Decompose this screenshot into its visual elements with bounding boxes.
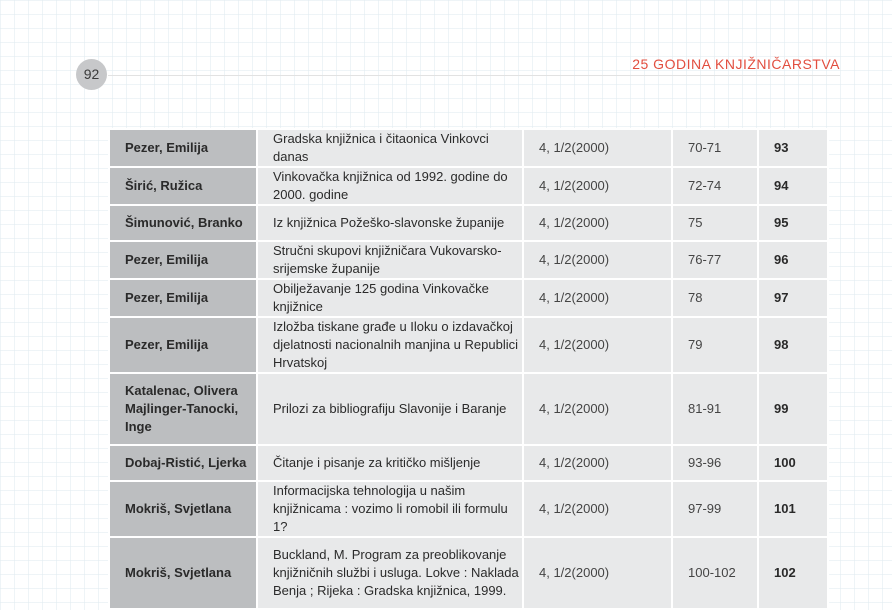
table-row (109, 537, 828, 609)
volume-cell: 4, 1/2(2000) (523, 279, 672, 317)
author-cell: Mokriš, Svjetlana (109, 537, 257, 609)
author-cell: Katalenac, Olivera Majlinger-Tanocki, Inge (109, 373, 257, 445)
table-row (109, 167, 828, 205)
table-row (109, 241, 828, 279)
title-cell: Buckland, M. Program za preoblikovanje knjižničnih službi i usluga. Lokve : Naklada Benja ; Rijeka : Gradska knjižnica, 1999. (257, 537, 523, 609)
entry-number-cell: 100 (758, 445, 828, 481)
table-row (109, 279, 828, 317)
header-divider (108, 75, 840, 76)
title-cell: Gradska knjižnica i čitaonica Vinkovci danas (257, 129, 523, 167)
pages-cell: 76-77 (672, 241, 758, 279)
volume-cell: 4, 1/2(2000) (523, 373, 672, 445)
running-title: 25 GODINA KNJIŽNIČARSTVA (632, 56, 840, 72)
author-cell: Mokriš, Svjetlana (109, 481, 257, 537)
table-row (109, 129, 828, 167)
entry-number-cell: 101 (758, 481, 828, 537)
volume-cell: 4, 1/2(2000) (523, 167, 672, 205)
author-cell: Pezer, Emilija (109, 241, 257, 279)
volume-cell: 4, 1/2(2000) (523, 481, 672, 537)
volume-cell: 4, 1/2(2000) (523, 129, 672, 167)
title-cell: Informacijska tehnologija u našim knjižnicama : vozimo li romobil ili formulu 1? (257, 481, 523, 537)
bibliography-table (108, 128, 829, 610)
entry-number-cell: 93 (758, 129, 828, 167)
pages-cell: 81-91 (672, 373, 758, 445)
author-cell: Pezer, Emilija (109, 317, 257, 373)
title-cell: Izložba tiskane građe u Iloku o izdavačkoj djelatnosti nacionalnih manjina u Republici Hrvatskoj (257, 317, 523, 373)
entry-number-cell: 102 (758, 537, 828, 609)
pages-cell: 78 (672, 279, 758, 317)
pages-cell: 97-99 (672, 481, 758, 537)
title-cell: Prilozi za bibliografiju Slavonije i Baranje (257, 373, 523, 445)
table-row (109, 373, 828, 445)
title-cell: Iz knjižnica Požeško-slavonske županije (257, 205, 523, 241)
pages-cell: 93-96 (672, 445, 758, 481)
title-cell: Vinkovačka knjižnica od 1992. godine do 2000. godine (257, 167, 523, 205)
pages-cell: 79 (672, 317, 758, 373)
title-cell: Obilježavanje 125 godina Vinkovačke knjižnice (257, 279, 523, 317)
author-cell: Širić, Ružica (109, 167, 257, 205)
volume-cell: 4, 1/2(2000) (523, 205, 672, 241)
entry-number-cell: 97 (758, 279, 828, 317)
entry-number-cell: 96 (758, 241, 828, 279)
volume-cell: 4, 1/2(2000) (523, 537, 672, 609)
entry-number-cell: 94 (758, 167, 828, 205)
pages-cell: 100-102 (672, 537, 758, 609)
volume-cell: 4, 1/2(2000) (523, 241, 672, 279)
volume-cell: 4, 1/2(2000) (523, 317, 672, 373)
table-row (109, 317, 828, 373)
entry-number-cell: 98 (758, 317, 828, 373)
entry-number-cell: 99 (758, 373, 828, 445)
table-row (109, 445, 828, 481)
pages-cell: 75 (672, 205, 758, 241)
author-cell: Pezer, Emilija (109, 279, 257, 317)
entry-number-cell: 95 (758, 205, 828, 241)
author-cell: Šimunović, Branko (109, 205, 257, 241)
table-row (109, 205, 828, 241)
title-cell: Čitanje i pisanje za kritičko mišljenje (257, 445, 523, 481)
pages-cell: 70-71 (672, 129, 758, 167)
page-number-badge: 92 (76, 59, 107, 90)
title-cell: Stručni skupovi knjižničara Vukovarsko-srijemske županije (257, 241, 523, 279)
author-cell: Dobaj-Ristić, Ljerka (109, 445, 257, 481)
author-cell: Pezer, Emilija (109, 129, 257, 167)
table-row (109, 481, 828, 537)
pages-cell: 72-74 (672, 167, 758, 205)
volume-cell: 4, 1/2(2000) (523, 445, 672, 481)
